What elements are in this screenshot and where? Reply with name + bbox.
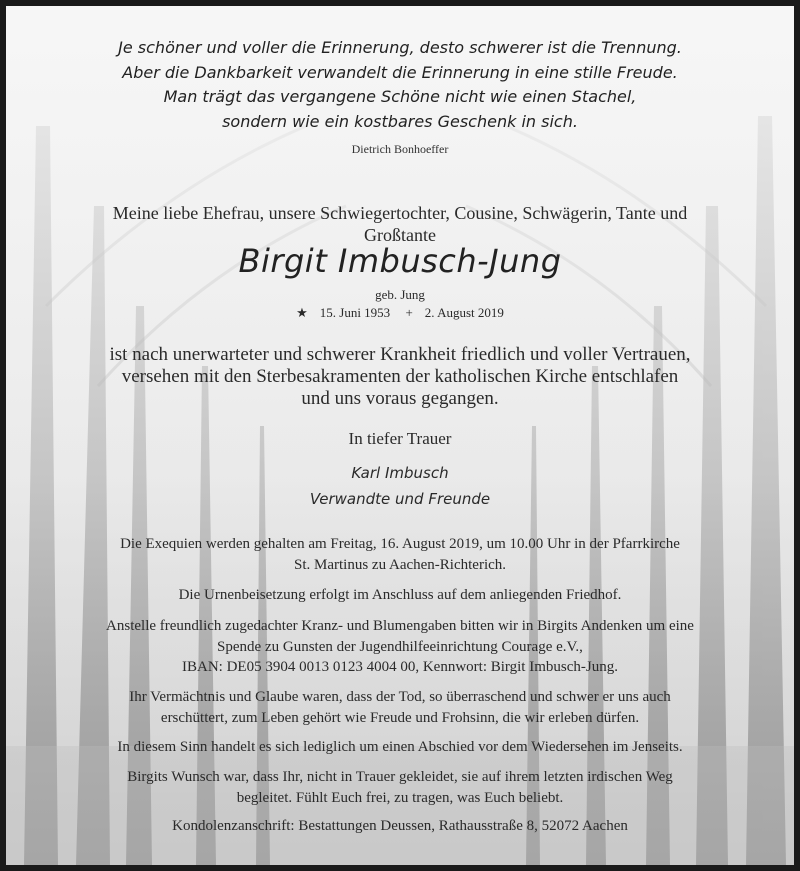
notice-line: versehen mit den Sterbesakramenten der katholischen Kirche entschlafen — [121, 366, 679, 387]
paragraph-line: St. Martinus zu Aachen-Richterich. — [293, 556, 507, 573]
paragraph-line: Die Urnenbeisetzung erfolgt im Anschluss auf dem anliegenden Friedhof. — [178, 587, 622, 603]
paragraph-line: Birgits Wunsch war, dass Ihr, nicht in Trauer gekleidet, sie auf ihrem letzten irdischen Weg — [127, 769, 673, 785]
birth-star-icon: ★ — [296, 305, 308, 320]
condolence-address — [34, 816, 766, 837]
paragraph-line: Die Exequien werden gehalten am Freitag, 16. August 2019, um 10.00 Uhr in der Pfarrkirche — [120, 536, 680, 552]
death-cross-icon: + — [405, 305, 413, 320]
quote-line: Je schöner und voller die Erinnerung, desto schwerer ist die Trennung. — [118, 38, 682, 57]
legacy-text — [34, 687, 766, 728]
quote-line: sondern wie ein kostbares Geschenk in sich. — [222, 111, 578, 131]
quote-author: Dietrich Bonhoeffer — [351, 142, 449, 156]
paragraph-line: IBAN: DE05 3904 0013 0123 4004 00, Kennwort: Birgit Imbusch-Jung. — [182, 659, 618, 675]
signatory: Verwandte und Freunde — [309, 490, 491, 508]
urn-burial-info — [34, 585, 766, 606]
death-date: 2. August 2019 — [424, 305, 504, 320]
mourning-heading: In tiefer Trauer — [348, 429, 452, 448]
dress-wish-text — [34, 767, 766, 808]
life-dates — [6, 305, 794, 321]
quote-line: Aber die Dankbarkeit verwandelt die Erinnerung in eine stille Freude. — [122, 62, 678, 82]
funeral-mass-info — [34, 534, 766, 575]
intro-line: Großtante — [364, 225, 436, 245]
paragraph-line: begleitet. Fühlt Euch frei, zu tragen, was Euch beliebt. — [236, 789, 564, 806]
paragraph-line: erschüttert, zum Leben gehört wie Freude und Frohsinn, die wir erleben dürfen. — [160, 709, 640, 726]
birth-name: geb. Jung — [375, 287, 425, 302]
paragraph-line: Spende zu Gunsten der Jugendhilfeeinrichtung Courage e.V., — [217, 638, 583, 655]
paragraph-line: Kondolenzanschrift: Bestattungen Deussen, Rathausstraße 8, 52072 Aachen — [172, 818, 628, 834]
signatory: Karl Imbusch — [351, 464, 449, 482]
paragraph-line: Ihr Vermächtnis und Glaube waren, dass der Tod, so überraschend und schwer er uns auch — [129, 689, 671, 705]
deceased-name: Birgit Imbusch-Jung — [238, 242, 562, 280]
death-notice — [46, 344, 754, 410]
relationship-intro — [66, 202, 734, 246]
bonhoeffer-quote — [6, 36, 794, 134]
intro-line: Meine liebe Ehefrau, unsere Schwiegertochter, Cousine, Schwägerin, Tante und — [112, 203, 688, 223]
paragraph-line: Anstelle freundlich zugedachter Kranz- und Blumengaben bitten wir in Birgits Andenken um eine — [106, 618, 694, 634]
notice-line: und uns voraus gegangen. — [301, 388, 499, 409]
farewell-text — [34, 737, 766, 758]
notice-line: ist nach unerwarteter und schwerer Krankheit friedlich und voller Vertrauen, — [109, 344, 691, 365]
donation-info — [34, 616, 766, 678]
quote-line: Man trägt das vergangene Schöne nicht wie einen Stachel, — [163, 87, 637, 106]
paragraph-line: In diesem Sinn handelt es sich lediglich um einen Abschied vor dem Wiedersehen im Jenseits. — [117, 739, 683, 755]
birth-date: 15. Juni 1953 — [319, 305, 391, 320]
